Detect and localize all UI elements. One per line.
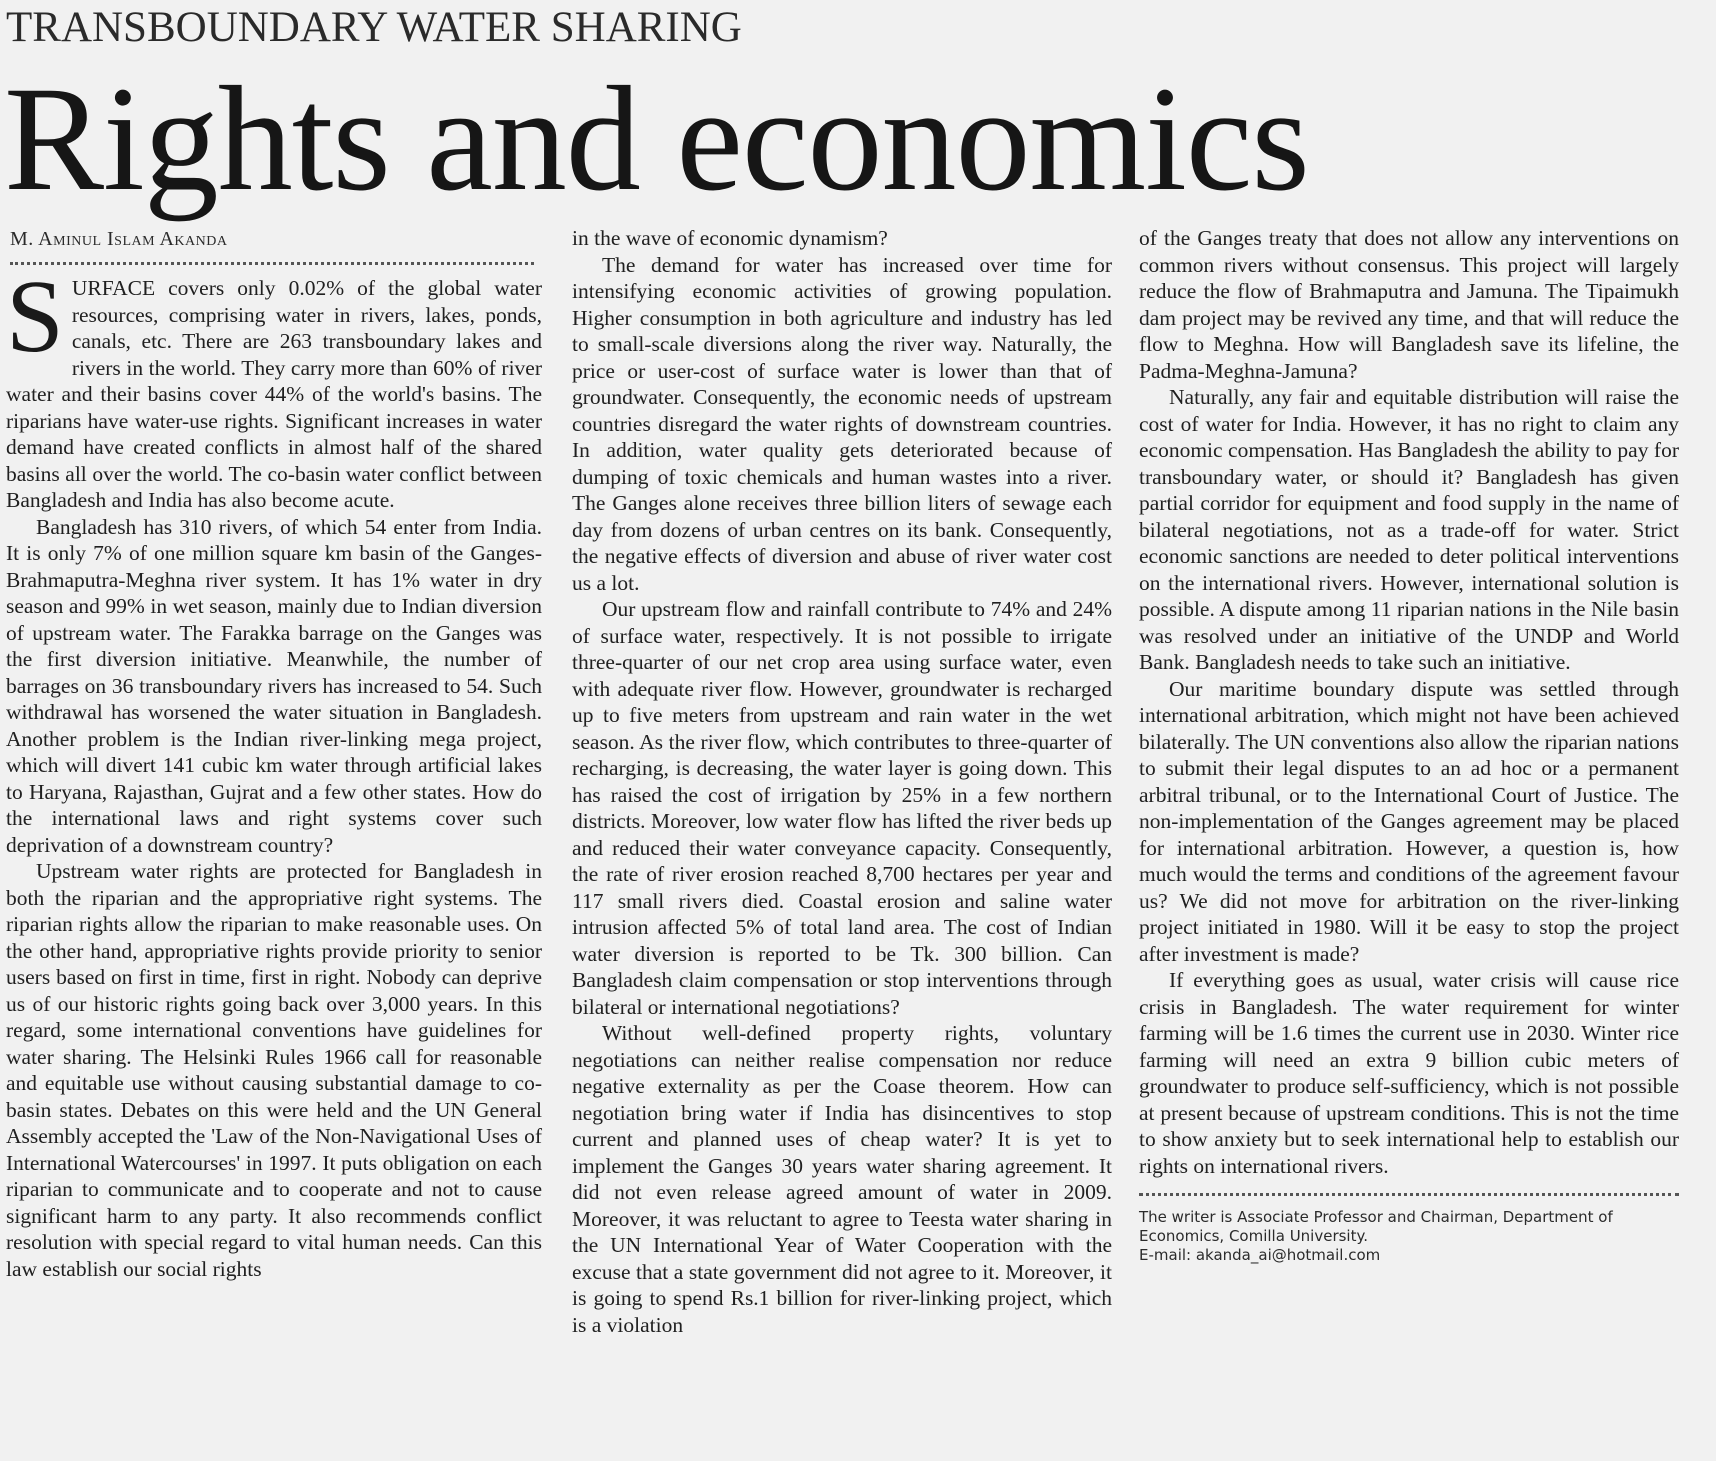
column-2 [572, 225, 1112, 1338]
paragraph: Upstream water rights are protected for Bangladesh in both the riparian and the appropriative right systems. The riparian rights allow the riparian to make reasonable uses. On the other hand, appropriative rights provide priority to senior users based on first in time, first in right. Nobody can deprive us of our historic rights going back over 3,000 years. In this regard, some international conventions have guidelines for water sharing. The Helsinki Rules 1966 call for reasonable and equitable use without causing substantial damage to co-basin states. Debates on this were held and the UN General Assembly accepted the 'Law of the Non-Navigational Uses of International Watercourses' in 1997. It puts obligation on each riparian to communicate and to cooperate and not to cause significant harm to any party. It also recommends conflict resolution with special regard to vital human needs. Can this law establish our social rights [6, 859, 542, 1281]
byline: M. Aminul Islam Akanda [10, 228, 228, 250]
paragraph: Naturally, any fair and equitable distribution will raise the cost of water for India. However, it has no right to claim any economic compensation. Has Bangladesh the ability to pay for transboundary water, or should it? Bangladesh has given partial corridor for equipment and food supply in the name of bilateral negotiations, not as a trade-off for water. Strict economic sanctions are needed to deter political interventions on the international rivers. However, international solution is possible. A dispute among 11 riparian nations in the Nile basin was resolved under an initiative of the UNDP and World Bank. Bangladesh needs to take such an initiative. [1139, 385, 1679, 674]
drop-cap: S [6, 259, 64, 374]
article-headline: Rights and economics [4, 56, 1309, 222]
lead-word: URFACE [71, 276, 156, 300]
byline-divider [10, 262, 534, 265]
lead-paragraph [6, 259, 542, 514]
paragraph: Our maritime boundary dispute was settled through international arbitration, which might not have been achieved bilaterally. The UN conventions also allow the riparian nations to submit their legal disputes to an ad hoc or a permanent arbitral tribunal, or to the International Court of Justice. The non-implementation of the Ganges agreement may be placed for international arbitration. However, a question is, how much would the terms and conditions of the agreement favour us? We did not move for arbitration on the river-linking project initiated in 1980. Will it be easy to stop the project after investment is made? [1139, 676, 1679, 966]
paragraph: of the Ganges treaty that does not allow any interventions on common rivers without consensus. This project will largely reduce the flow of Brahmaputra and Jamuna. The Tipaimukh dam project may be revived any time, and that will reduce the flow to Meghna. How will Bangladesh save its lifeline, the Padma-Meghna-Jamuna? [1139, 226, 1679, 383]
author-email: E-mail: akanda_ai@hotmail.com [1139, 1246, 1381, 1264]
author-note [1139, 1208, 1679, 1265]
column-3 [1139, 225, 1679, 1265]
author-bio: The writer is Associate Professor and Chairman, Department of Economics, Comilla University. [1139, 1208, 1613, 1245]
footer-divider [1139, 1193, 1679, 1196]
paragraph: in the wave of economic dynamism? [572, 226, 888, 250]
paragraph: If everything goes as usual, water crisis will cause rice crisis in Bangladesh. The water requirement for winter farming will be 1.6 times the current use in 2030. Winter rice farming will need an extra 9 billion cubic meters of groundwater to produce self-sufficiency, which is not possible at present because of upstream conditions. This is not the time to show anxiety but to seek international help to establish our rights on international rivers. [1139, 968, 1679, 1178]
paragraph: Without well-defined property rights, voluntary negotiations can neither realise compensation nor reduce negative externality as per the Coase theorem. How can negotiation bring water if India has disincentives to stop current and planned uses of cheap water? It is yet to implement the Ganges 30 years water sharing agreement. It did not even release agreed amount of water in 2009. Moreover, it was reluctant to agree to Teesta water sharing in the UN International Year of Water Cooperation with the excuse that a state government did not agree to it. Moreover, it is going to spend Rs.1 billion for river-linking project, which is a violation [572, 1021, 1112, 1337]
section-kicker: TRANSBOUNDARY WATER SHARING [6, 4, 742, 51]
paragraph: The demand for water has increased over time for intensifying economic activities of growing population. Higher consumption in both agriculture and industry has led to small-scale diversions along the river way. Naturally, the price or user-cost of surface water is lower than that of groundwater. Consequently, the economic needs of upstream countries disregard the water rights of downstream countries. In addition, water quality gets deteriorated because of dumping of toxic chemicals and human wastes into a river. The Ganges alone receives three billion liters of sewage each day from dozens of urban centres on its bank. Consequently, the negative effects of diversion and abuse of river water cost us a lot. [572, 252, 1112, 595]
column-1 [6, 224, 542, 1282]
paragraph: Bangladesh has 310 rivers, of which 54 enter from India. It is only 7% of one million square km basin of the Ganges-Brahmaputra-Meghna river system. It has 1% water in dry season and 99% in wet season, mainly due to Indian diversion of upstream water. The Farakka barrage on the Ganges was the first diversion initiative. Meanwhile, the number of barrages on 36 transboundary rivers has increased to 54. Such withdrawal has worsened the water situation in Bangladesh. Another problem is the Indian river-linking mega project, which will divert 141 cubic km water through artificial lakes to Haryana, Rajasthan, Gujrat and a few other states. How do the international laws and right systems cover such deprivation of a downstream country? [6, 514, 542, 857]
lead-text: covers only 0.02% of the global water resources, comprising water in rivers, lakes, ponds, canals, etc. There are 263 transboundary lakes and rivers in the world. They carry more than 60% of river water and their basins cover 44% of the world's basins. The riparians have water-use rights. Significant increases in water demand have created conflicts in almost half of the shared basins all over the world. The co-basin water conflict between Bangladesh and India has also become acute. [6, 276, 542, 512]
paragraph: Our upstream flow and rainfall contribute to 74% and 24% of surface water, respectively. It is not possible to irrigate three-quarter of our net crop area using surface water, even with adequate river flow. However, groundwater is recharged up to five meters from upstream and rain water in the wet season. As the river flow, which contributes to three-quarter of recharging, is decreasing, the water layer is going down. This has raised the cost of irrigation by 25% in a few northern districts. Moreover, low water flow has lifted the river beds up and reduced their water conveyance capacity. Consequently, the rate of river erosion reached 8,700 hectares per year and 117 small rivers died. Coastal erosion and saline water intrusion affected 5% of total land area. The cost of Indian water diversion is reported to be Tk. 300 billion. Can Bangladesh claim compensation or stop interventions through bilateral or international negotiations? [572, 597, 1112, 1019]
